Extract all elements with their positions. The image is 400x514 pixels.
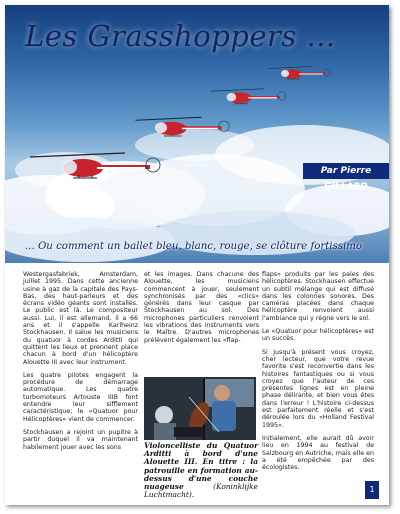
paragraph: flaps» produits par les pales des hélicoptères. Stockhausen effectue un subtil mélange qui est diffusé dans les colonnes sonores. Des caméras placées dans chaque hélicoptère renvoient aussi l'ambiance qui y règne vers le sol. xyxy=(262,271,374,322)
paragraph: Le «Quatuor pour hélicoptères» est un succès. xyxy=(262,328,374,343)
paragraph: et les images. Dans chacune des Alouette, les musiciens commencent à jouer, seulement synchronisés par des «clics» générés dans leur casque par Stockhausen au sol. Des microphones particuliers renvoient les vibrations des instruments vers le Maître. D'autres microphones prélèvent également les «flap- xyxy=(144,271,259,344)
paragraph: Si jusqu'à présent vous croyez, cher lecteur, que votre revue favorite s'est reconvertie dans les histoires fantastiques ou si vous croyez que l'auteur de ces présentes lignes est en pleine phase délirante, et bien vous êtes dans l'erreur ! L'histoire ci-dessus est parfaitement réelle et s'est déroulée lors du «Holland Festival 1995». xyxy=(262,348,374,429)
text-column-2 xyxy=(144,271,259,350)
hero-image xyxy=(5,5,389,263)
helicopter-icon xyxy=(211,89,286,104)
text-column-1 xyxy=(23,271,138,457)
paragraph: Westergasfabriek, Amsterdam, juillet 1995. Dans cette ancienne usine à gaz de la capitale des Pays-Bas, des haut-parleurs et des écrans vidéo géants sont installés. Le public est là. Le compositeur aussi. Lui, il est allemand, il a 66 ans et il s'appelle Karlheinz Stockhausen. Il salue les musiciens du quatuor à cordes Arditti qui quittent les lieux et prennent place chacun à bord d'un hélicoptère Alouette III avec leur instrument. xyxy=(23,271,138,366)
cockpit-illustration xyxy=(144,377,256,440)
cellist-photo xyxy=(144,377,256,440)
text-column-3 xyxy=(262,271,374,477)
paragraph: Stockhausen a rejoint un pupitre à partir duquel il va maintenant habilement jouer avec les sons xyxy=(23,428,138,451)
article-subtitle: ... Ou comment un ballet bleu, blanc, rouge, se clôture fortissimo xyxy=(25,241,363,252)
page-number: 1 xyxy=(365,481,379,499)
paragraph: Les quatre pilotes engagent la procédure de démarrage automatique. Les quatre turbomoteurs Artouste IIIB font entendre leur sifflement caractéristique; le «Quatuor pour Hélicoptères» vient de commencer. xyxy=(23,371,138,423)
author-badge: Par Pierre GILLARD xyxy=(303,163,389,179)
paragraph: Initialement, elle aurait dû avoir lieu en 1994 au festival de Salzbourg en Autriche, mais elle en a été empêchée par des écologistes. xyxy=(262,434,374,472)
helicopter-icon xyxy=(268,67,331,80)
photo-credit: (Koninklijke Luchtmacht). xyxy=(144,482,258,500)
photo-caption xyxy=(144,442,258,499)
magazine-page xyxy=(5,5,389,505)
article-title: Les Grasshoppers ... xyxy=(25,19,336,53)
caption-text: Violoncelliste du Quatuor Arditti à bord d'une Alouette III. En titre : la patrouille en formation au-dessus d'une couche nuageuse xyxy=(144,441,258,492)
